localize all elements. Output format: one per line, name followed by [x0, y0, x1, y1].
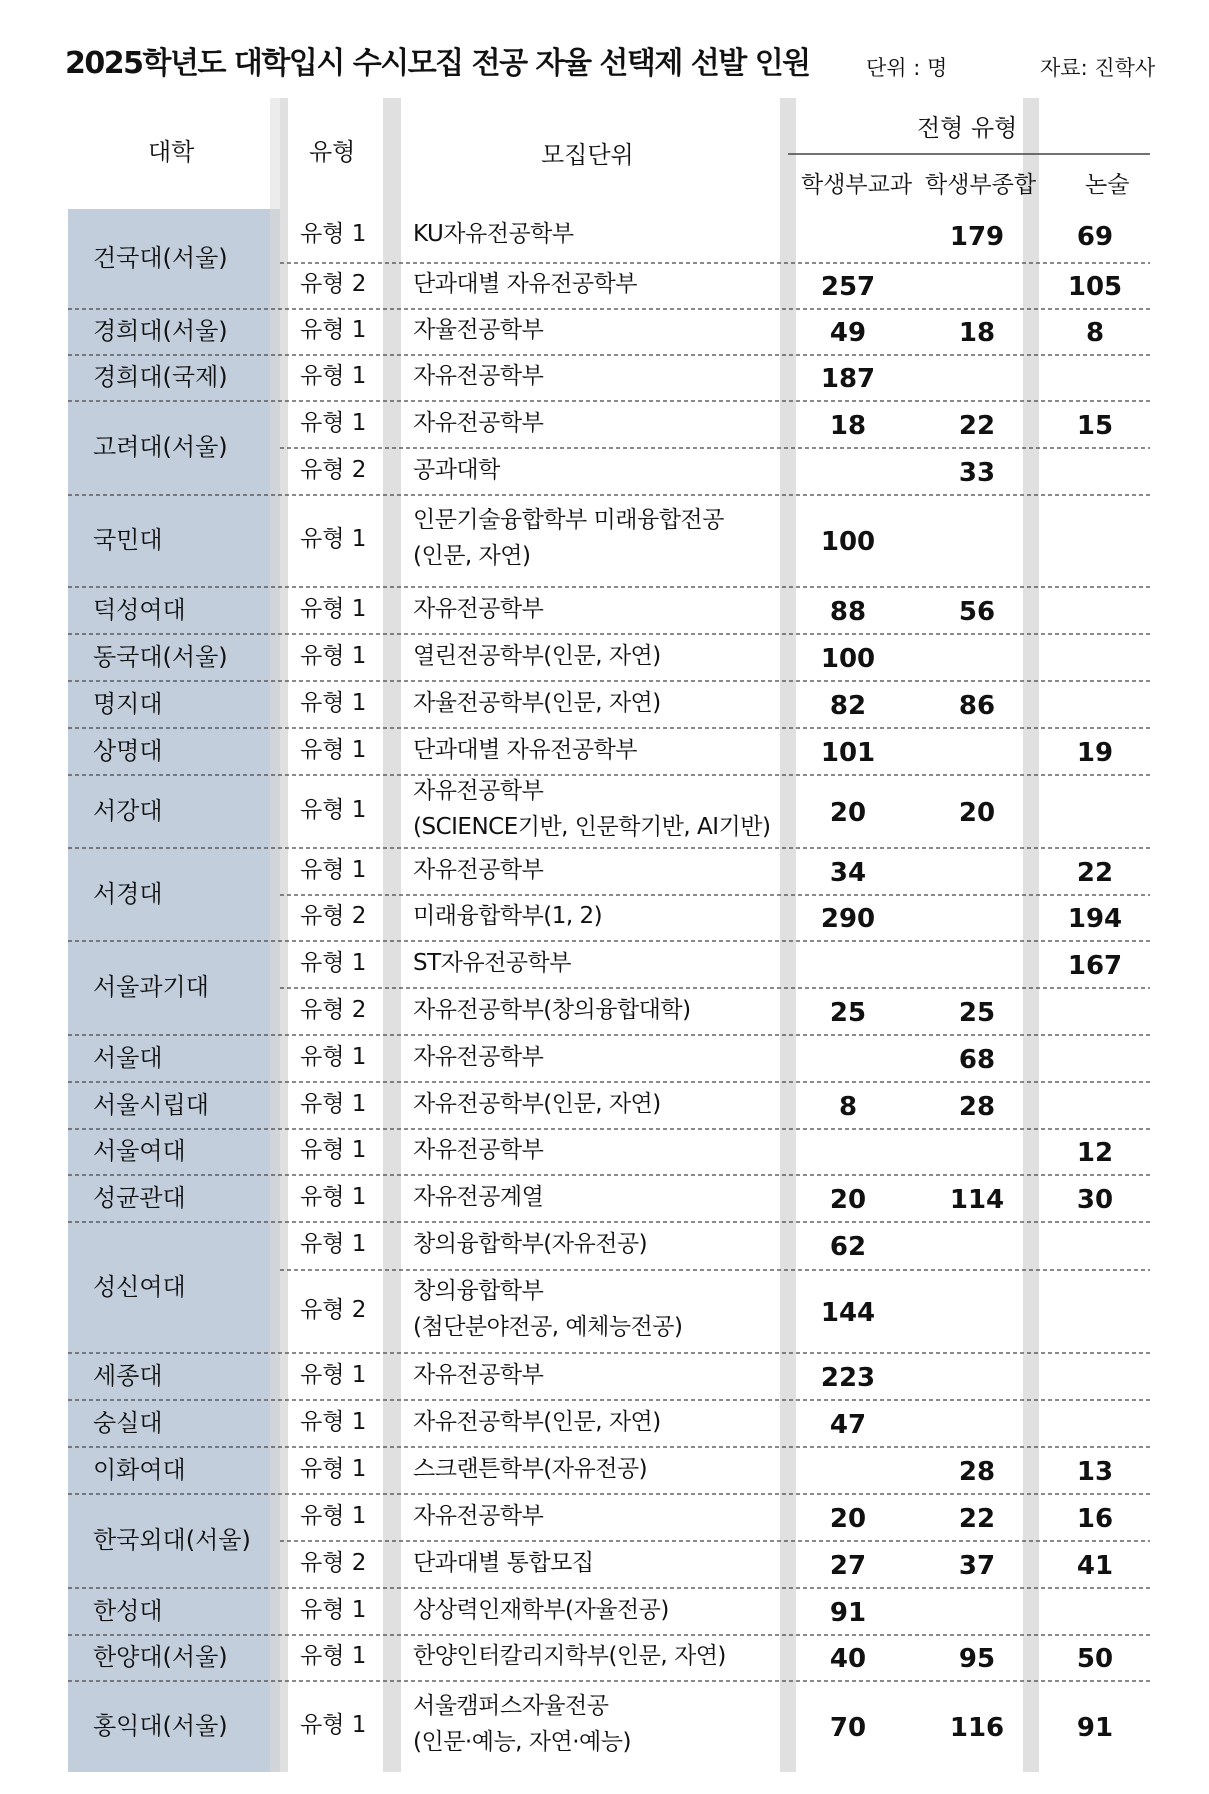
count-nonsul: 194 [1067, 904, 1123, 934]
admission-type: 유형 2 [300, 456, 367, 483]
recruit-unit: 열린전공학부(인문, 자연) [413, 642, 661, 669]
recruit-unit: 자유전공학부(인문, 자연) [413, 1090, 661, 1117]
recruit-unit: 스크랜튼학부(자유전공) [413, 1455, 648, 1482]
admission-type: 유형 1 [300, 409, 367, 436]
university-name: 한국외대(서울) [93, 1526, 251, 1554]
university-name: 서울시립대 [93, 1090, 209, 1119]
recruit-unit: 자유전공학부(인문, 자연) [413, 1408, 661, 1435]
admission-type: 유형 1 [300, 949, 367, 976]
count-gyogwa: 101 [820, 737, 876, 768]
admission-type: 유형 1 [300, 736, 367, 763]
recruit-unit: 자유전공학부(창의융합대학) [413, 996, 691, 1023]
count-nonsul: 12 [1076, 1138, 1114, 1168]
count-gyogwa: 25 [829, 997, 867, 1028]
count-nonsul: 19 [1076, 737, 1114, 768]
recruit-unit-detail: (첨단분야전공, 예체능전공) [413, 1313, 683, 1340]
university-name: 숭실대 [93, 1408, 163, 1437]
count-jonghap: 37 [958, 1550, 996, 1581]
admission-type: 유형 1 [300, 317, 367, 343]
recruit-unit-detail: (인문, 자연) [413, 543, 531, 569]
university-name: 서경대 [93, 879, 163, 908]
recruit-unit: 자율전공학부(인문, 자연) [413, 689, 661, 716]
admission-type: 유형 2 [300, 903, 367, 929]
admission-type: 유형 1 [300, 1502, 367, 1529]
admission-type: 유형 1 [300, 1455, 367, 1482]
admission-type: 유형 1 [300, 595, 367, 622]
count-nonsul: 8 [1085, 318, 1105, 348]
count-jonghap: 18 [958, 318, 996, 348]
count-jonghap: 22 [958, 410, 996, 441]
count-gyogwa: 47 [829, 1409, 867, 1440]
recruit-unit: 단과대별 자유전공학부 [413, 736, 637, 763]
university-name: 한양대(서울) [93, 1643, 228, 1671]
admission-type: 유형 1 [300, 1361, 367, 1388]
count-gyogwa: 88 [829, 596, 867, 627]
count-jonghap: 179 [949, 222, 1005, 252]
admission-type: 유형 1 [300, 689, 367, 716]
source-note: 자료: 진학사 [1040, 56, 1156, 80]
recruit-unit: 상상력인재학부(자율전공) [413, 1596, 669, 1623]
count-jonghap: 114 [949, 1184, 1005, 1215]
admission-type: 유형 1 [300, 1596, 367, 1623]
university-name: 성신여대 [93, 1272, 186, 1301]
table-title: 2025학년도 대학입시 수시모집 전공 자율 선택제 선발 인원 [65, 46, 810, 81]
count-jonghap: 22 [958, 1503, 996, 1534]
count-gyogwa: 8 [838, 1091, 858, 1122]
university-name: 경희대(서울) [93, 317, 228, 345]
admission-type: 유형 1 [300, 1231, 367, 1257]
recruit-unit: 서울캠퍼스자율전공 [413, 1692, 609, 1719]
university-name: 서울과기대 [93, 973, 209, 1001]
count-gyogwa: 62 [829, 1232, 867, 1262]
recruit-unit: 공과대학 [413, 456, 500, 483]
header-university: 대학 [148, 138, 195, 166]
count-jonghap: 20 [958, 797, 996, 828]
count-nonsul: 50 [1076, 1644, 1114, 1674]
admission-type: 유형 2 [300, 271, 367, 297]
count-jonghap: 86 [958, 690, 996, 721]
university-name: 상명대 [93, 736, 163, 765]
header-admission-group: 전형 유형 [917, 114, 1018, 142]
university-name: 명지대 [93, 689, 163, 718]
admission-type: 유형 1 [300, 363, 367, 389]
count-gyogwa: 20 [829, 1184, 867, 1215]
unit-note: 단위 : 명 [866, 56, 948, 80]
admission-type: 유형 1 [300, 642, 367, 669]
admission-type: 유형 1 [300, 1183, 367, 1210]
count-gyogwa: 70 [829, 1712, 867, 1743]
university-name: 동국대(서울) [93, 642, 228, 671]
admission-type: 유형 2 [300, 996, 367, 1023]
count-gyogwa: 40 [829, 1644, 867, 1674]
admission-type: 유형 1 [300, 1408, 367, 1435]
count-nonsul: 15 [1076, 410, 1114, 441]
count-gyogwa: 34 [829, 857, 867, 888]
recruit-unit: 자유전공계열 [413, 1183, 544, 1210]
university-name: 서울대 [93, 1043, 163, 1072]
admission-type: 유형 1 [300, 221, 367, 247]
university-name: 경희대(국제) [93, 363, 228, 391]
recruit-unit: 창의융합학부(자유전공) [413, 1231, 648, 1257]
header-nonsul: 논술 [1085, 172, 1130, 198]
header-jonghap: 학생부종합 [925, 172, 1037, 198]
count-jonghap: 56 [958, 596, 996, 627]
count-gyogwa: 257 [820, 272, 876, 302]
count-nonsul: 167 [1067, 950, 1123, 981]
count-gyogwa: 100 [820, 527, 876, 557]
recruit-unit: 미래융합학부(1, 2) [413, 903, 603, 929]
count-gyogwa: 82 [829, 690, 867, 721]
recruit-unit: ST자유전공학부 [413, 949, 571, 976]
count-gyogwa: 91 [829, 1597, 867, 1628]
count-gyogwa: 20 [829, 1503, 867, 1534]
count-jonghap: 28 [958, 1091, 996, 1122]
university-name: 고려대(서울) [93, 433, 228, 461]
count-nonsul: 22 [1076, 857, 1114, 888]
count-jonghap: 25 [958, 997, 996, 1028]
university-name: 홍익대(서울) [93, 1711, 228, 1740]
count-nonsul: 30 [1076, 1184, 1114, 1215]
count-jonghap: 68 [958, 1044, 996, 1075]
university-name: 이화여대 [93, 1455, 186, 1484]
recruit-unit: 자율전공학부 [413, 317, 544, 343]
recruit-unit-detail: (인문·예능, 자연·예능) [413, 1728, 631, 1755]
admission-type: 유형 1 [300, 856, 367, 883]
recruit-unit: KU자유전공학부 [413, 221, 574, 247]
recruit-unit: 자유전공학부 [413, 1137, 544, 1163]
recruit-unit: 자유전공학부 [413, 1502, 544, 1529]
recruit-unit: 단과대별 자유전공학부 [413, 271, 637, 297]
header-type: 유형 [309, 138, 356, 166]
count-jonghap: 33 [958, 457, 996, 488]
recruit-unit: 단과대별 통합모집 [413, 1549, 594, 1576]
count-gyogwa: 144 [820, 1297, 876, 1328]
count-gyogwa: 18 [829, 410, 867, 441]
university-name: 세종대 [93, 1361, 163, 1390]
recruit-unit: 자유전공학부 [413, 363, 544, 389]
recruit-unit-detail: (SCIENCE기반, 인문학기반, AI기반) [413, 813, 771, 840]
university-name: 한성대 [93, 1596, 163, 1625]
recruit-unit: 자유전공학부 [413, 856, 544, 883]
count-jonghap: 95 [958, 1644, 996, 1674]
recruit-unit: 자유전공학부 [413, 409, 544, 436]
admission-type: 유형 1 [300, 1043, 367, 1070]
recruit-unit: 한양인터칼리지학부(인문, 자연) [413, 1643, 726, 1669]
admission-type: 유형 1 [300, 796, 367, 823]
count-nonsul: 13 [1076, 1456, 1114, 1487]
count-nonsul: 91 [1076, 1712, 1114, 1743]
recruit-unit: 자유전공학부 [413, 1043, 544, 1070]
admission-type: 유형 1 [300, 1643, 367, 1669]
header-unit: 모집단위 [541, 141, 634, 169]
university-name: 건국대(서울) [93, 244, 228, 272]
count-nonsul: 105 [1067, 272, 1123, 302]
recruit-unit: 자유전공학부 [413, 1361, 544, 1388]
university-name: 성균관대 [93, 1183, 186, 1212]
university-name: 덕성여대 [93, 595, 186, 624]
recruit-unit: 자유전공학부 [413, 777, 544, 804]
university-name: 서울여대 [93, 1137, 186, 1165]
admission-type: 유형 1 [300, 1137, 367, 1163]
university-name: 서강대 [93, 796, 163, 825]
header-gyogwa: 학생부교과 [801, 172, 913, 198]
university-name: 국민대 [93, 526, 163, 554]
admission-type: 유형 1 [300, 1090, 367, 1117]
count-gyogwa: 20 [829, 797, 867, 828]
count-gyogwa: 49 [829, 318, 867, 348]
admission-type: 유형 1 [300, 526, 367, 552]
recruit-unit: 인문기술융합학부 미래융합전공 [413, 507, 724, 533]
recruit-unit: 자유전공학부 [413, 595, 544, 622]
admission-type: 유형 2 [300, 1296, 367, 1323]
count-gyogwa: 27 [829, 1550, 867, 1581]
count-nonsul: 16 [1076, 1503, 1114, 1534]
count-jonghap: 28 [958, 1456, 996, 1487]
admission-type: 유형 2 [300, 1549, 367, 1576]
count-jonghap: 116 [949, 1712, 1005, 1743]
count-gyogwa: 290 [820, 904, 876, 934]
count-gyogwa: 187 [820, 364, 876, 394]
recruit-unit: 창의융합학부 [413, 1277, 544, 1304]
count-gyogwa: 100 [820, 643, 876, 674]
count-nonsul: 69 [1076, 222, 1114, 252]
count-nonsul: 41 [1076, 1550, 1114, 1581]
admission-type: 유형 1 [300, 1711, 367, 1738]
count-gyogwa: 223 [820, 1362, 876, 1393]
